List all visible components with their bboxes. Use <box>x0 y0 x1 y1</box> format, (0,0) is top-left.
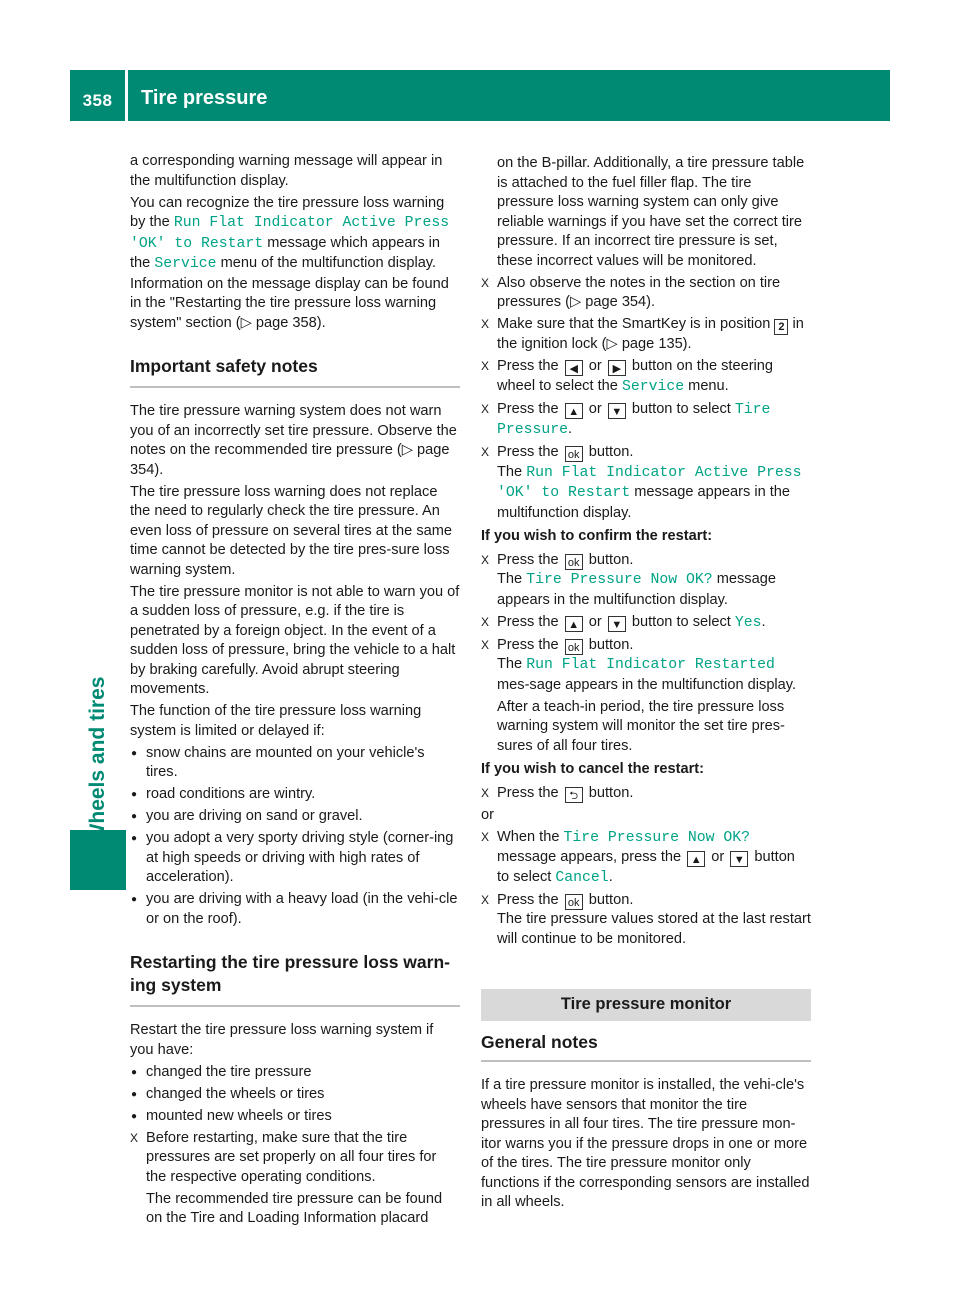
right-column <box>481 152 811 1215</box>
step-marker-icon: X <box>481 317 490 331</box>
position-2-icon: 2 <box>774 319 788 335</box>
instruction-step: X Press the ok button. The tire pressure values stored at the last restart will continue to be monitored. <box>481 891 811 947</box>
paragraph: The tire pressure loss warning does not replace the need to regularly check the tire pressure. An even loss of pressure on several tires at the same time cannot be detected by the tire pres-sure loss warning system. <box>130 483 453 578</box>
ok-button-icon: ok <box>565 446 583 462</box>
step-marker-icon: X <box>481 552 490 567</box>
paragraph: on the B-pillar. Additionally, a tire pressure table is attached to the fuel filler flap. The tire pressure loss warning system can only give reliable warnings if you have set the correct tire pressure. If an incorrect tire pressure is set, these incorrect values will be monitored. <box>497 155 805 269</box>
step-marker-icon: X <box>130 1130 139 1145</box>
display-message: Tire Pressure Now OK? <box>563 829 751 846</box>
step-marker-icon: X <box>481 785 490 800</box>
page-title: Tire pressure <box>141 87 268 109</box>
page-ref-link[interactable]: page 135). <box>621 336 692 352</box>
paragraph: You can recognize the tire pressure loss warning by the Run Flat Indicator Active Press 'OK' to Restart message which appears in the Service menu of the multifunction display. Information on the message display can be found in the "Restarting the tire pressure loss warning system" section (▷ page 358). <box>130 194 450 331</box>
paragraph: Restart the tire pressure loss warning system if you have: <box>130 1022 434 1058</box>
display-message: Run Flat Indicator Active Press 'OK' to Restart <box>130 215 450 252</box>
display-menu: Service <box>154 256 217 272</box>
ok-button-icon: ok <box>565 894 583 910</box>
section-band-title: Tire pressure monitor <box>481 989 811 1021</box>
heading-safety-notes: Important safety notes <box>130 356 318 376</box>
instruction-step: X Press the ▲ or ▼ button to select Yes. <box>481 613 766 631</box>
ok-button-icon: ok <box>565 639 583 655</box>
paragraph: The tire pressure monitor is not able to warn you of a sudden loss of pressure, e.g. if the tire is penetrated by a foreign object. In the event of a sudden loss of pressure, bring the vehicle to a halt by braking carefully. Avoid abrupt steering movements. <box>130 583 460 697</box>
down-button-icon: ▼ <box>608 403 626 419</box>
divider <box>130 1005 460 1007</box>
side-tab-label: Wheels and tires <box>86 676 109 844</box>
divider <box>130 386 460 388</box>
list-item: ● snow chains are mounted on your vehicle's tires. <box>130 744 460 783</box>
ok-button-icon: ok <box>565 554 583 570</box>
instruction-step: X Press the ▲ or ▼ button to select Tire Pressure. <box>481 400 771 438</box>
down-button-icon: ▼ <box>730 851 748 867</box>
step-marker-icon: X <box>481 892 490 907</box>
step-note: After a teach-in period, the tire pressure loss warning system will monitor the set tire pres-sures of all four tires. <box>497 698 785 754</box>
heading-confirm-restart: If you wish to confirm the restart: <box>481 528 713 544</box>
display-message: Run Flat Indicator Active Press 'OK' to Restart <box>497 464 802 501</box>
step-marker-icon: X <box>481 637 490 652</box>
step-marker-icon: X <box>481 275 490 290</box>
step-marker-icon: X <box>481 401 490 416</box>
page-number: 358 <box>82 91 113 110</box>
instruction-step: X Press the ok button. The Tire Pressure Now OK? message appears in the multifunction display. <box>481 551 776 608</box>
list-item: ● you are driving with a heavy load (in the vehi-cle or on the roof). <box>130 890 460 929</box>
display-menu: Service <box>621 378 685 395</box>
step-marker-icon: X <box>481 359 490 373</box>
list-item: ● changed the tire pressure <box>130 1063 460 1083</box>
up-button-icon: ▲ <box>565 616 583 632</box>
instruction-step: X Before restarting, make sure that the tire pressures are set properly on all four tires for the respective operating conditions. <box>130 1129 437 1185</box>
instruction-step: X Also observe the notes in the section on tire pressures (▷ page 354). <box>481 274 781 310</box>
list-item: ● you adopt a very sporty driving style (corner-ing at high speeds or driving with high rates of acceleration). <box>130 829 460 888</box>
step-marker-icon: X <box>481 829 490 844</box>
instruction-step: X Press the ◀ or ▶ button on the steering wheel to select the Service menu. <box>481 358 774 395</box>
left-button-icon: ◀ <box>565 360 583 376</box>
list-item: ● changed the wheels or tires <box>130 1085 460 1105</box>
down-button-icon: ▼ <box>608 616 626 632</box>
page-ref-link[interactable]: page 354). <box>585 294 656 310</box>
instruction-step: X Press the ok button. The Run Flat Indicator Active Press 'OK' to Restart message appears in the multifunction display. <box>481 444 802 521</box>
right-button-icon: ▶ <box>608 360 626 376</box>
step-marker-icon: X <box>481 445 490 459</box>
up-button-icon: ▲ <box>687 851 705 867</box>
or-text: or <box>481 806 494 823</box>
display-option: Yes <box>734 614 762 631</box>
display-menu-item: Tire Pressure <box>497 401 771 438</box>
heading-restarting: Restarting the tire pressure loss warn-ing system <box>130 952 450 995</box>
divider <box>481 1060 811 1062</box>
heading-cancel-restart: If you wish to cancel the restart: <box>481 761 705 777</box>
page-ref-link[interactable]: page 354). <box>130 442 450 478</box>
header-separator <box>125 70 128 121</box>
page-ref-link[interactable]: page 358). <box>255 314 326 331</box>
list-item: ● mounted new wheels or tires <box>130 1107 460 1127</box>
page-ref-icon: ▷ <box>240 314 252 331</box>
up-button-icon: ▲ <box>565 403 583 419</box>
list-item: ● you are driving on sand or gravel. <box>130 807 460 827</box>
instruction-step: X Press the ok button. The Run Flat Indicator Restarted mes-sage appears in the multifunction display. <box>481 636 797 693</box>
back-button-icon: ⮌ <box>565 787 583 803</box>
paragraph: The function of the tire pressure loss warning system is limited or delayed if: <box>130 703 422 739</box>
instruction-step: X Make sure that the SmartKey is in position 2 in the ignition lock (▷ page 135). <box>481 316 804 352</box>
page-ref-icon: ▷ <box>570 294 582 310</box>
list-item: ● road conditions are wintry. <box>130 785 460 805</box>
display-message: Tire Pressure Now OK? <box>526 572 713 588</box>
left-column <box>130 152 460 1231</box>
display-option: Cancel <box>555 869 609 886</box>
heading-general-notes: General notes <box>481 1031 598 1052</box>
page-ref-icon: ▷ <box>401 442 413 458</box>
instruction-step: X When the Tire Pressure Now OK? message appears, press the ▲ or ▼ button to select Cancel. <box>481 828 795 886</box>
paragraph: The tire pressure warning system does not warn you of an incorrectly set tire pressure. Observe the notes on the recommended tire pressure (▷ page 354). <box>130 403 457 478</box>
paragraph: a corresponding warning message will appear in the multifunction display. <box>130 153 443 189</box>
step-marker-icon: X <box>481 614 490 629</box>
page-ref-icon: ▷ <box>606 336 618 352</box>
instruction-step: X Press the ⮌ button. <box>481 784 634 802</box>
display-message: Run Flat Indicator Restarted <box>526 657 775 673</box>
paragraph: If a tire pressure monitor is installed, the vehi-cle's wheels have sensors that monitor the tire pressures in all four tires. The tire pressure mon-itor warns you if the pressure drops in one or more of the tires. The tire pressure monitor only functions if the corresponding sensors are installed in all wheels. <box>481 1077 810 1210</box>
step-note: The recommended tire pressure can be found on the Tire and Loading Information placard <box>146 1190 443 1226</box>
